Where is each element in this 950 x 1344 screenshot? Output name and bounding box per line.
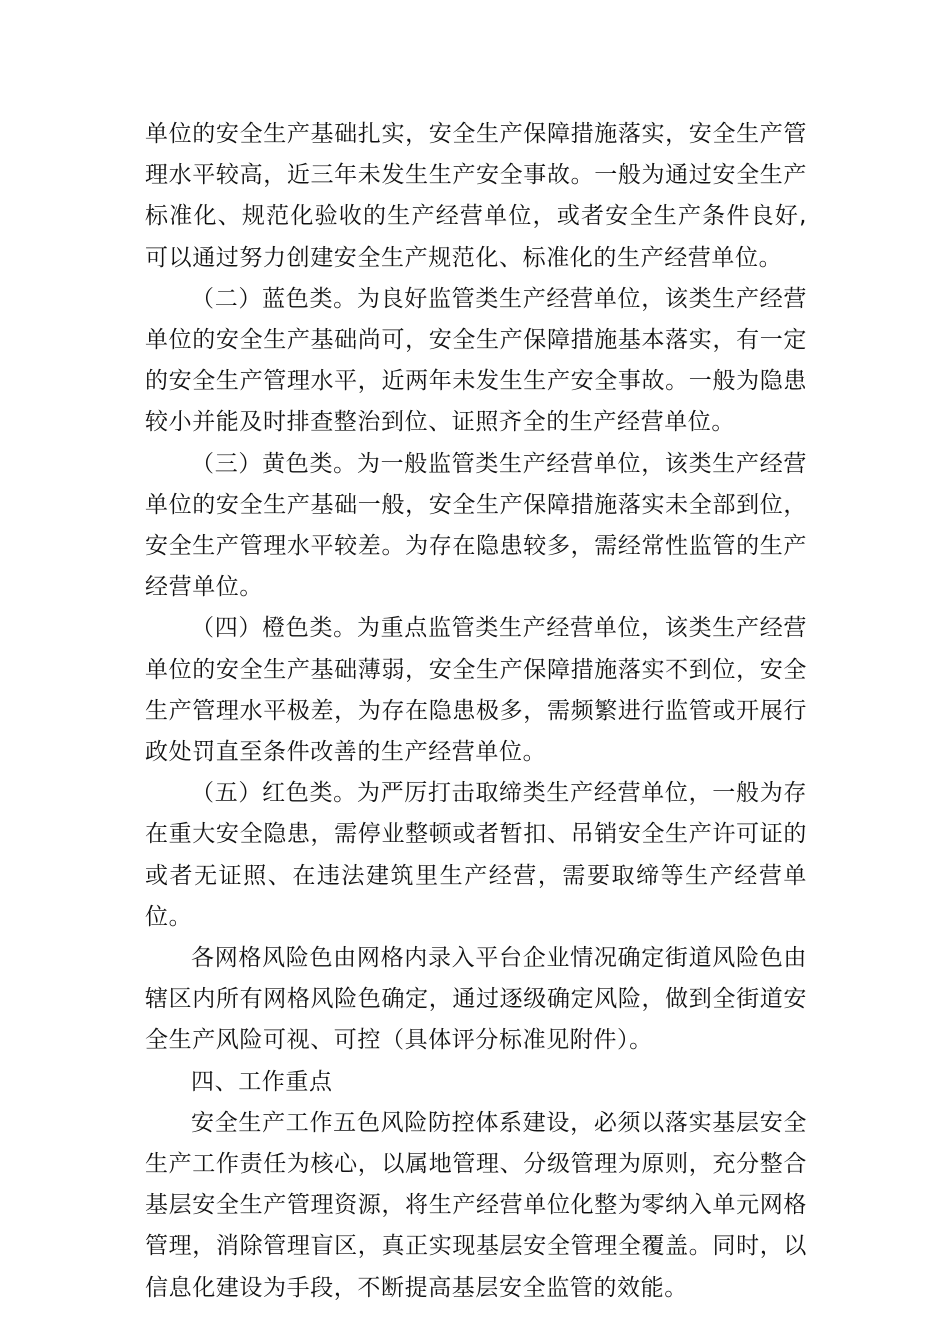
section-heading-work-focus: 四、工作重点 bbox=[191, 1068, 333, 1095]
paragraph-work-focus: 安全生产工作五色风险防控体系建设，必须以落实基层安全生产工作责任为核心，以属地管理、分级管理为原则，充分整合基层安全生产管理资源，将生产经营单位化整为零纳入单元网格管理，消除管理盲区，真正实现基层安全管理全覆盖。同时，以信息化建设为手段，不断提高基层安全监管的效能。 bbox=[145, 1109, 807, 1301]
paragraph-continuation: 单位的安全生产基础扎实，安全生产保障措施落实，安全生产管理水平较高，近三年未发生生产安全事故。一般为通过安全生产标准化、规范化验收的生产经营单位，或者安全生产条件良好,可以通过努力创建安全生产规范化、标准化的生产经营单位。 bbox=[145, 121, 807, 271]
paragraph-yellow-category: （三）黄色类。为一般监管类生产经营单位，该类生产经营单位的安全生产基础一般，安全生产保障措施落实未全部到位，安全生产管理水平较差。为存在隐患较多，需经常性监管的生产经营单位。 bbox=[145, 450, 807, 601]
paragraph-red-category: （五）红色类。为严厉打击取缔类生产经营单位，一般为存在重大安全隐患，需停业整顿或者暂扣、吊销安全生产许可证的或者无证照、在违法建筑里生产经营，需要取缔等生产经营单位。 bbox=[145, 780, 807, 930]
paragraph-grid-risk-color: 各网格风险色由网格内录入平台企业情况确定街道风险色由辖区内所有网格风险色确定，通过逐级确定风险，做到全街道安全生产风险可视、可控（具体评分标准见附件）。 bbox=[145, 945, 807, 1054]
paragraph-blue-category: （二）蓝色类。为良好监管类生产经营单位，该类生产经营单位的安全生产基础尚可，安全生产保障措施基本落实，有一定的安全生产管理水平，近两年未发生生产安全事故。一般为隐患较小并能及时排查整治到位、证照齐全的生产经营单位。 bbox=[145, 285, 807, 436]
paragraph-orange-category: （四）橙色类。为重点监管类生产经营单位，该类生产经营单位的安全生产基础薄弱，安全生产保障措施落实不到位，安全生产管理水平极差，为存在隐患极多，需频繁进行监管或开展行政处罚直至条件改善的生产经营单位。 bbox=[145, 615, 807, 766]
document-body bbox=[145, 114, 807, 1309]
